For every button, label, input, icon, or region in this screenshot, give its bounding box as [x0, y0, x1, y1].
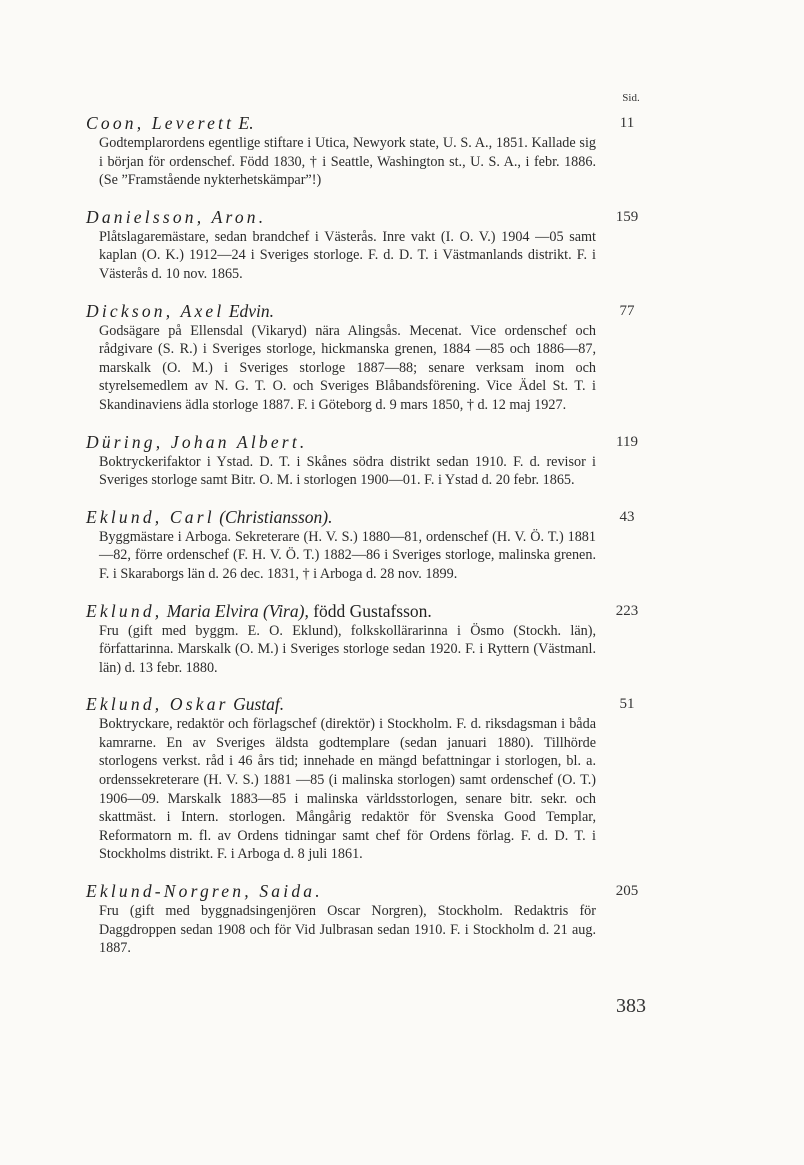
entry-name-spaced: Eklund-Norgren, Saida.	[86, 881, 323, 902]
entry-list	[86, 112, 639, 974]
entry-description: Boktryckare, redaktör och förlagschef (direktör) i Stockholm. F. d. riksdagsman i båda kamrarne. En av Sveriges äldsta godtemplare (sedan januari 1880). Tillhörde storlogens verkst. råd i 46 års tid; innehade en mängd befattningar i storlogen, bl. a. ordenssekreterare (H. V. S.) 1881 —85 (i malinska storlogen) samt ordenschef (O. T.) 1906—09. Marskalk 1883—85 i malinska världsstorlogen, senare bitr. sekr. och skattmäst. i Intern. storlogen. Mångårig redaktör för Svenska Good Templar, Reformatorn m. fl. av Ordens tidningar samt chef för Ordens förlag. F. d. D. T. i Stockholms distrikt. F. i Arboga d. 8 juli 1861.	[99, 716, 596, 863]
list-item	[86, 300, 635, 415]
entry-description: Plåtslagaremästare, sedan brandchef i Västerås. Inre vakt (I. O. V.) 1904 —05 samt kaplan (O. K.) 1912—24 i Sveriges storloge. F. d. D. T. i Västmanlands distrikt. F. i Västerås d. 10 nov. 1865.	[99, 228, 596, 282]
list-item	[86, 600, 639, 678]
entry-name-spaced: Düring, Johan Albert.	[86, 431, 308, 452]
entry-page-ref: 51	[619, 696, 635, 713]
page-number: 383	[616, 995, 646, 1017]
entry-name-rest: Gustaf.	[228, 694, 285, 715]
entry-description: Godtemplarordens egentlige stiftare i Utica, Newyork state, U. S. A., 1851. Kallade sig i början för ordenschef. Född 1830, † i Seattle, Washington st., U. S. A., i febr. 1886. (Se ”Framstående nykterhetskämpar”!)	[99, 135, 596, 189]
list-item	[86, 112, 635, 190]
entry-name	[86, 431, 596, 453]
entry-name-spaced: Dickson, Axel	[86, 300, 225, 321]
entry-page-ref: 43	[619, 508, 635, 525]
entry-name-rest: E.	[234, 113, 254, 133]
entry-name-rest: (Christiansson).	[214, 506, 333, 527]
entry-name	[86, 112, 596, 134]
entry-description: Godsägare på Ellensdal (Vikaryd) nära Alingsås. Mecenat. Vice ordenschef och rådgivare (S. R.) i Sveriges storloge, hickmanska grenen, 1884 —85 och 1886—87, marskalk (O. M.) i Sveriges storloge 1887—88; senare verksam inom och styrelsemedlem av N. G. T. O. och Sveriges Blåbandsförening. Vice Ädel St. T. i Skandinaviens ädla storloge 1887. F. i Göteborg d. 9 mars 1850, † d. 12 maj 1927.	[99, 322, 596, 413]
entry-name-suffix: född Gustafsson.	[308, 600, 432, 621]
entry-name-spaced: Eklund, Oskar	[86, 694, 229, 715]
entry-page-ref: 223	[615, 602, 639, 619]
entry-description: Fru (gift med byggnadsingenjören Oscar Norgren), Stockholm. Redaktris för Daggdroppen sedan 1908 och för Vid Julbrasan sedan 1910. F. i Stockholm d. 21 aug. 1887.	[99, 903, 596, 957]
list-item	[86, 506, 635, 584]
entry-name-rest: Maria Elvira (Vira),	[162, 600, 309, 621]
entry-name-spaced: Eklund, Carl	[86, 506, 215, 527]
list-item	[86, 693, 635, 864]
entry-page-ref: 159	[615, 208, 639, 225]
entry-name	[86, 206, 596, 228]
entry-page-ref: 11	[619, 115, 635, 131]
list-item	[86, 206, 639, 284]
list-item	[86, 880, 639, 958]
entry-page-ref: 119	[616, 433, 638, 450]
entry-name	[86, 880, 596, 902]
entry-name	[86, 693, 596, 715]
entry-name	[86, 600, 596, 622]
entry-name-spaced: Danielsson, Aron.	[86, 206, 267, 227]
list-item	[86, 431, 638, 490]
page-column-label: Sid.	[622, 92, 640, 104]
entry-description: Boktryckerifaktor i Ystad. D. T. i Skånes södra distrikt sedan 1910. F. d. revisor i Sveriges storloge samt Bitr. O. M. i storlogen 1900—01. F. i Ystad d. 20 febr. 1865.	[99, 453, 596, 489]
entry-name	[86, 506, 596, 528]
entry-name-spaced: Eklund,	[86, 600, 163, 621]
entry-page-ref: 205	[615, 883, 639, 900]
entry-description: Fru (gift med byggm. E. O. Eklund), folkskollärarinna i Ösmo (Stockh. län), författarinna. Marskalk (O. M.) i Sveriges storloge sedan 1920. F. i Ryttern (Västmanl. län) d. 13 febr. 1880.	[99, 622, 596, 676]
entry-name-spaced: Coon, Leverett	[86, 113, 235, 133]
entry-description: Byggmästare i Arboga. Sekreterare (H. V. S.) 1880—81, ordenschef (H. V. Ö. T.) 1881—82, förre ordenschef (F. H. V. Ö. T.) 1882—86 i Sveriges storloge, malinska grenen. F. i Skaraborgs län d. 26 dec. 1831, † i Arboga d. 28 nov. 1899.	[99, 528, 596, 582]
entry-name	[86, 300, 596, 322]
entry-page-ref: 77	[619, 302, 635, 319]
entry-name-rest: Edvin.	[224, 300, 275, 321]
